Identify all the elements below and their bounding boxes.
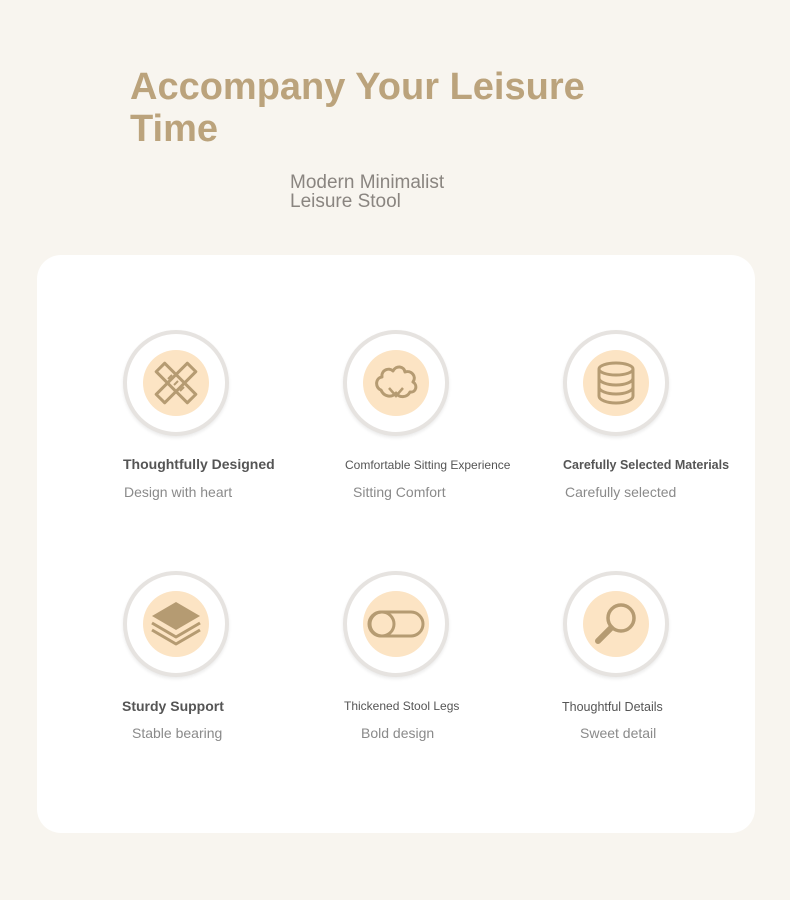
feature-desc: Bold design bbox=[361, 725, 435, 741]
cotton-icon bbox=[371, 358, 421, 408]
feature-title: Comfortable Sitting Experience bbox=[345, 458, 511, 472]
feature-desc: Carefully selected bbox=[565, 484, 677, 500]
feature-title: Thoughtfully Designed bbox=[123, 456, 275, 472]
feature-title: Thoughtful Details bbox=[562, 700, 663, 714]
hero-subtitle bbox=[290, 173, 530, 211]
feature-icon-ring bbox=[343, 571, 449, 677]
feature-desc: Sitting Comfort bbox=[353, 484, 446, 500]
feature-title: Carefully Selected Materials bbox=[563, 458, 730, 472]
database-stack-icon bbox=[591, 358, 641, 408]
feature-title: Sturdy Support bbox=[122, 698, 224, 714]
feature-icon-ring bbox=[123, 330, 229, 436]
magnifier-icon bbox=[591, 599, 641, 649]
features-card bbox=[37, 255, 755, 833]
toggle-pill-icon bbox=[366, 604, 426, 644]
feature-carefully-selected bbox=[563, 330, 763, 520]
hero-subtitle-line-2: Leisure Stool bbox=[290, 191, 401, 212]
feature-icon-ring bbox=[123, 571, 229, 677]
feature-desc: Stable bearing bbox=[132, 725, 223, 741]
pencil-ruler-icon bbox=[148, 355, 204, 411]
feature-icon-ring bbox=[343, 330, 449, 436]
feature-icon-ring bbox=[563, 330, 669, 436]
hero-subtitle-line-1: Modern Minimalist bbox=[290, 172, 445, 193]
feature-desc: Design with heart bbox=[124, 484, 233, 500]
feature-thoughtfully-designed bbox=[123, 330, 323, 520]
hero-title: Accompany Your Leisure Time bbox=[130, 66, 585, 150]
feature-comfortable-sitting bbox=[343, 330, 543, 520]
feature-title: Thickened Stool Legs bbox=[344, 699, 460, 713]
feature-thickened-legs bbox=[343, 571, 543, 761]
feature-desc: Sweet detail bbox=[580, 725, 657, 741]
feature-thoughtful-details bbox=[563, 571, 763, 761]
feature-icon-ring bbox=[563, 571, 669, 677]
layers-icon bbox=[148, 596, 204, 652]
feature-sturdy-support bbox=[123, 571, 323, 761]
